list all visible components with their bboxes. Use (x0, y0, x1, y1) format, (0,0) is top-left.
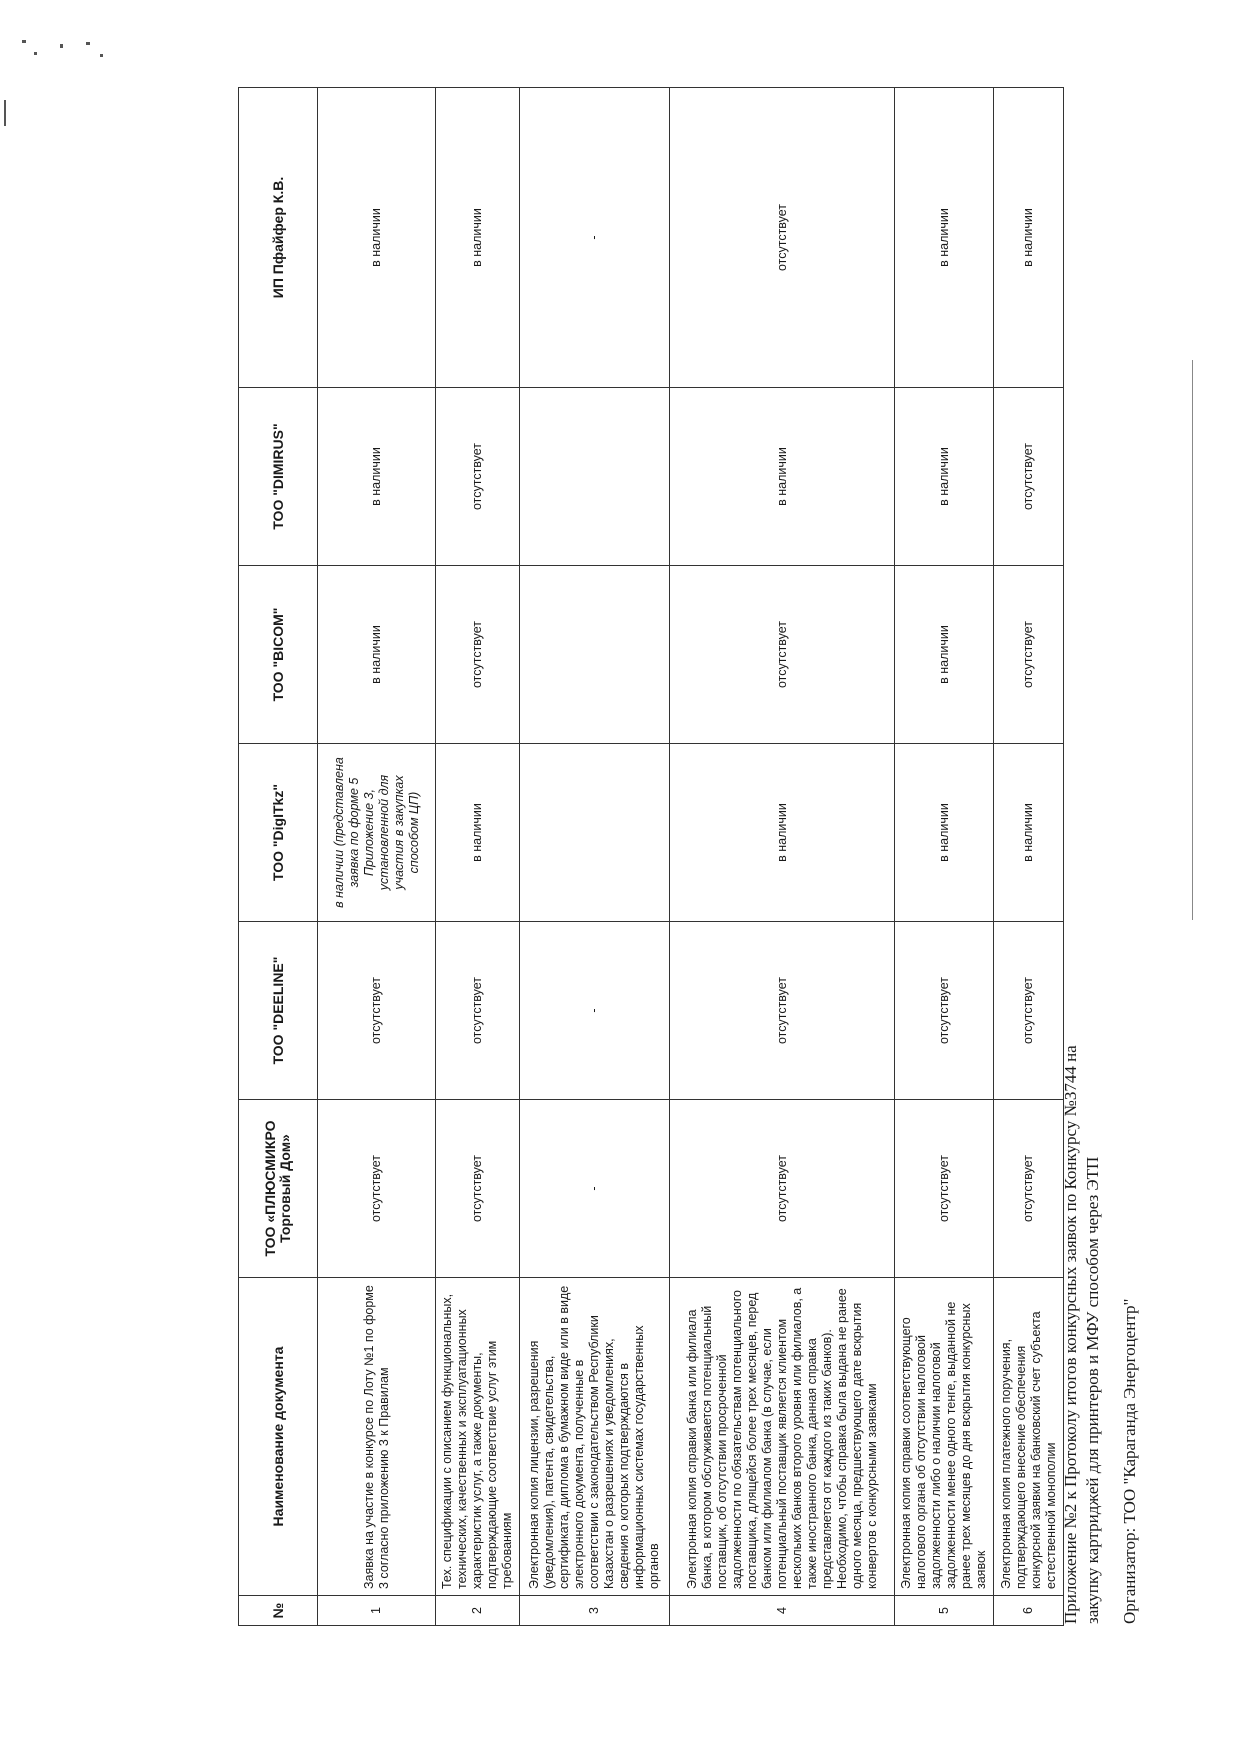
status-cell: - (520, 922, 670, 1100)
status-cell: в наличии (670, 388, 895, 566)
row-number: 1 (318, 1596, 436, 1626)
status-cell: в наличии (318, 388, 436, 566)
status-cell: отсутствует (318, 922, 436, 1100)
status-cell: в наличии (895, 388, 994, 566)
status-cell: отсутствует (436, 922, 520, 1100)
scan-speck (34, 52, 37, 55)
table-row (318, 88, 436, 1626)
scan-speck (86, 42, 90, 45)
status-cell (520, 388, 670, 566)
table-header-row (239, 88, 318, 1626)
row-number: 5 (895, 1596, 994, 1626)
table-row (670, 88, 895, 1626)
document-name: Электронная копия лицензии, разрешения (уведомления), патента, свидетельства, сертификата, диплома в бумажном виде или в виде электронного документа, полученные в соответствии с законодательством Республики Казахстан о разрешениях и уведомлениях, сведения о которых подтверждаются в информационных системах государственных органов (520, 1278, 670, 1596)
document-name: Электронная копия платежного поручения, подтверждающего внесение обеспечения конкурсной заявки на банковский счет субъекта естественной монополии (994, 1278, 1064, 1596)
document-header (1060, 124, 1104, 1624)
status-cell: в наличии (представлена заявка по форме 5 Приложение 3, установленной для участия в закупках способом ЦП) (318, 744, 436, 922)
status-cell: в наличии (670, 744, 895, 922)
scan-edge-line (1192, 360, 1193, 920)
status-cell: в наличии (318, 566, 436, 744)
header-line-1: Приложение №2 к Протоколу итогов конкурсных заявок по Конкурсу №3744 на (1061, 1045, 1080, 1624)
organizer-line: Организатор: ТОО "Караганда Энергоцентр" (1120, 1298, 1139, 1624)
header-document-name: Наименование документа (239, 1278, 318, 1596)
status-cell: отсутствует (994, 388, 1064, 566)
status-cell: отсутствует (670, 566, 895, 744)
header-supplier: ТОО "DigITkz" (239, 744, 318, 922)
row-number: 3 (520, 1596, 670, 1626)
status-cell: в наличии (318, 88, 436, 388)
status-cell: отсутствует (895, 922, 994, 1100)
table-row (895, 88, 994, 1626)
status-cell: отсутствует (670, 922, 895, 1100)
status-cell: отсутствует (436, 566, 520, 744)
table-row (520, 88, 670, 1626)
status-cell: в наличии (994, 744, 1064, 922)
status-cell: отсутствует (895, 1100, 994, 1278)
header-supplier: ТОО "DIMIRUS" (239, 388, 318, 566)
document-name: Заявка на участие в конкурсе по Лоту №1 по форме 3 согласно приложению 3 к Правилам (318, 1278, 436, 1596)
status-cell: отсутствует (436, 388, 520, 566)
table-row (994, 88, 1064, 1626)
status-cell: отсутствует (670, 88, 895, 388)
documents-table (238, 87, 1064, 1626)
status-cell: отсутствует (994, 566, 1064, 744)
status-cell: - (520, 88, 670, 388)
document-name: Электронная копия справки банка или филиала банка, в котором обслуживается потенциальный поставщик, об отсутствии просроченной задолженности по обязательствам потенциального поставщика, длящейся более трех месяцев, перед банком или филиалом банка (в случае, если потенциальный поставщик является клиентом нескольких банков второго уровня или филиалов, а также иностранного банка, данная справка представляется от каждого из таких банков). Необходимо, чтобы справка была выдана не ранее одного месяца, предшествующего дате вскрытия конвертов с конкурсными заявками (670, 1278, 895, 1596)
row-number: 6 (994, 1596, 1064, 1626)
status-cell: отсутствует (318, 1100, 436, 1278)
document-name: Тех. спецификации с описанием функциональных, технических, качественных и эксплуатационных характеристик услуг, а также документы, подтверждающие соответствие услуг этим требованиям (436, 1278, 520, 1596)
scan-edge-mark (4, 100, 6, 126)
status-cell: в наличии (895, 744, 994, 922)
document-name: Электронная копия справки соответствующего налогового органа об отсутствии налоговой задолженности либо о наличии налоговой задолженности менее одного тенге, выданной не ранее трех месяцев до дня вскрытия конкурсных заявок (895, 1278, 994, 1596)
row-number: 2 (436, 1596, 520, 1626)
header-supplier: ИП Пфайфер К.В. (239, 88, 318, 388)
status-cell: отсутствует (670, 1100, 895, 1278)
status-cell: в наличии (994, 88, 1064, 388)
scan-speck (60, 44, 63, 48)
status-cell (520, 744, 670, 922)
status-cell: в наличии (436, 88, 520, 388)
status-cell: в наличии (436, 744, 520, 922)
header-number: № (239, 1596, 318, 1626)
status-cell: - (520, 1100, 670, 1278)
scan-speck (100, 54, 103, 57)
status-cell (520, 566, 670, 744)
scan-speck (22, 40, 26, 43)
header-supplier: ТОО "DEELINE" (239, 922, 318, 1100)
header-supplier: ТОО «ПЛЮСМИКРО Торговый Дом» (239, 1100, 318, 1278)
status-cell: в наличии (895, 566, 994, 744)
status-cell: отсутствует (994, 1100, 1064, 1278)
row-number: 4 (670, 1596, 895, 1626)
table-row (436, 88, 520, 1626)
status-cell: отсутствует (994, 922, 1064, 1100)
status-cell: отсутствует (436, 1100, 520, 1278)
status-cell: в наличии (895, 88, 994, 388)
header-supplier: ТОО "BICOM" (239, 566, 318, 744)
header-line-2: закупку картриджей для принтеров и МФУ способом через ЭТП (1083, 1156, 1102, 1624)
